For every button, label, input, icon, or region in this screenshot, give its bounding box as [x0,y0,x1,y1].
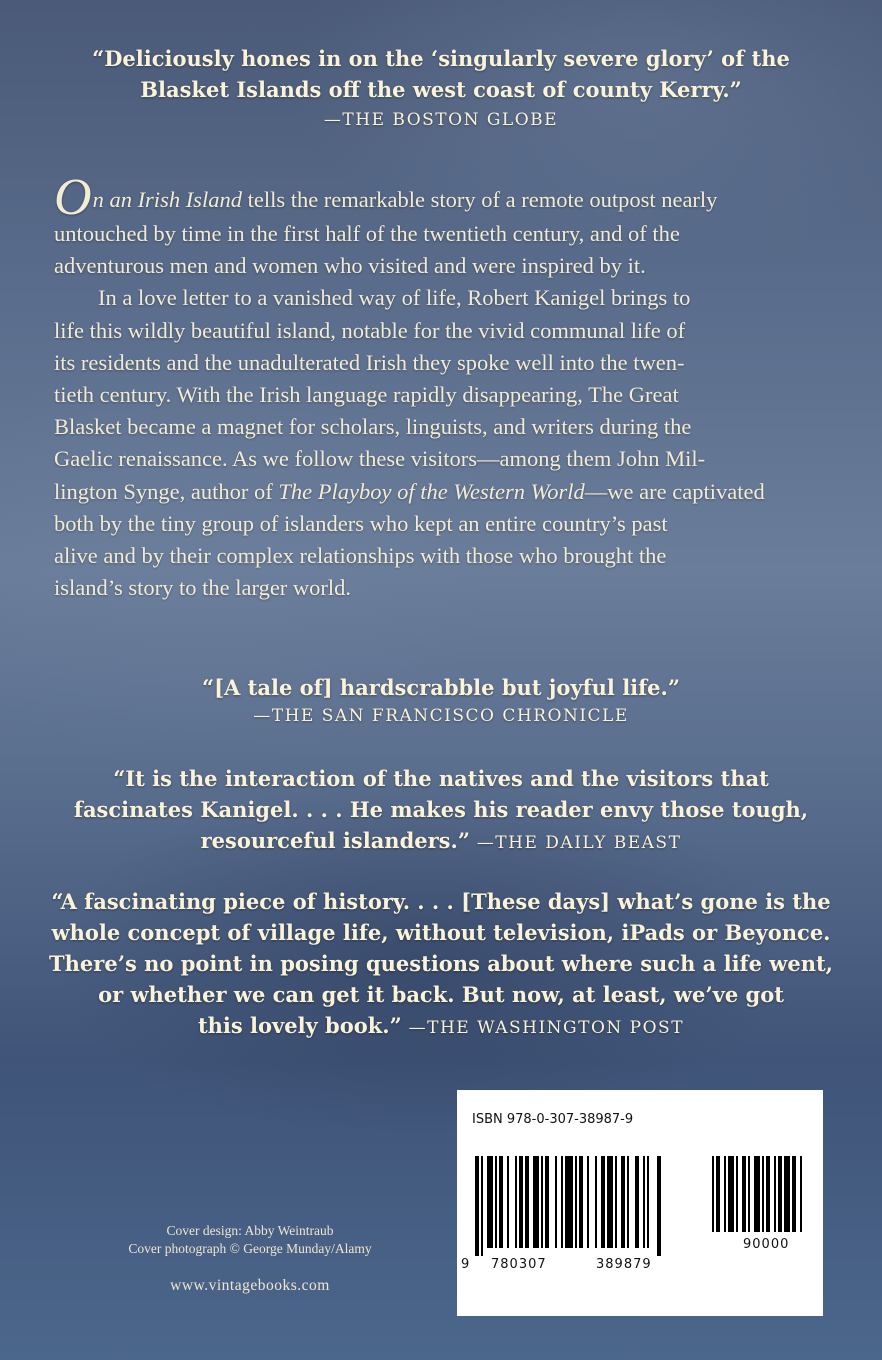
description-line: tieth century. With the Irish language rapidly disappearing, The Great [54,382,679,408]
publisher-website: www.vintagebooks.com [170,1277,330,1294]
quote-attribution: —THE WASHINGTON POST [401,1018,685,1038]
washington-post-quote [0,886,882,1044]
daily-beast-quote [0,763,882,859]
quote-attribution: —THE DAILY BEAST [469,833,682,853]
quote-line: There’s no point in posing questions about where such a life went, [49,951,833,976]
quote-line: this lovely book.” —THE WASHINGTON POST [197,1013,685,1038]
book-title: n an Irish Island [92,187,242,212]
book-description [54,169,828,604]
referenced-title: The Playboy of the Western World [278,478,585,504]
barcode-digits-right: 389879 [596,1257,652,1272]
quote-line: “It is the interaction of the natives and the visitors that [113,766,769,791]
top-review-quote [0,43,882,136]
barcode-bars [457,1090,823,1316]
description-line: In a love letter to a vanished way of life, Robert Kanigel brings to [98,285,691,311]
drop-cap: O [54,169,92,226]
description-line: adventurous men and women who visited and were inspired by it. [54,253,646,279]
description-line: alive and by their complex relationships with those who brought the [54,543,667,569]
description-line: life this wildly beautiful island, notable for the vivid communal life of [54,317,686,343]
barcode-panel [457,1090,823,1316]
quote-attribution: —THE SAN FRANCISCO CHRONICLE [253,706,629,726]
isbn-label: ISBN 978-0-307-38987-9 [472,1112,634,1127]
quote-attribution: —THE BOSTON GLOBE [323,110,559,130]
description-line: Blasket became a magnet for scholars, linguists, and writers during the [54,414,692,440]
quote-line: “A fascinating piece of history. . . . [These days] what’s gone is the [51,889,831,914]
quote-line: “Deliciously hones in on the ‘singularly severe glory’ of the [92,46,790,71]
quote-line: “[A tale of] hardscrabble but joyful life.” [202,675,680,700]
quote-line: whole concept of village life, without television, iPads or Beyonce. [51,920,831,945]
description-line: its residents and the unadulterated Irish they spoke well into the twen- [54,349,685,375]
quote-line: resourceful islanders.” —THE DAILY BEAST [200,828,682,853]
cover-design-credit: Cover design: Abby Weintraub [166,1223,334,1238]
barcode-digits-left: 780307 [491,1257,547,1272]
description-line: untouched by time in the first half of the twentieth century, and of the [54,221,680,246]
description-line: Gaelic renaissance. As we follow these visitors—among them John Mil- [54,446,706,472]
quote-line: fascinates Kanigel. . . . He makes his reader envy those tough, [73,797,809,822]
quote-line: Blasket Islands off the west coast of county Kerry.” [140,77,742,102]
sf-chronicle-quote [0,672,882,729]
cover-credits [100,1222,400,1258]
description-line: lington Synge, author of The Playboy of the Western World—we are captivated [54,478,765,504]
quote-line: or whether we can get it back. But now, at least, we’ve got [98,982,784,1007]
description-line: both by the tiny group of islanders who kept an entire country’s past [54,510,668,536]
barcode-lead-digit: 9 [461,1257,470,1272]
cover-photo-credit: Cover photograph © George Munday/Alamy [128,1241,372,1256]
description-line: island’s story to the larger world. [54,575,352,601]
price-code-digits: 90000 [743,1237,790,1252]
description-line: On an Irish Island tells the remarkable story of a remote outpost nearly [54,169,718,226]
